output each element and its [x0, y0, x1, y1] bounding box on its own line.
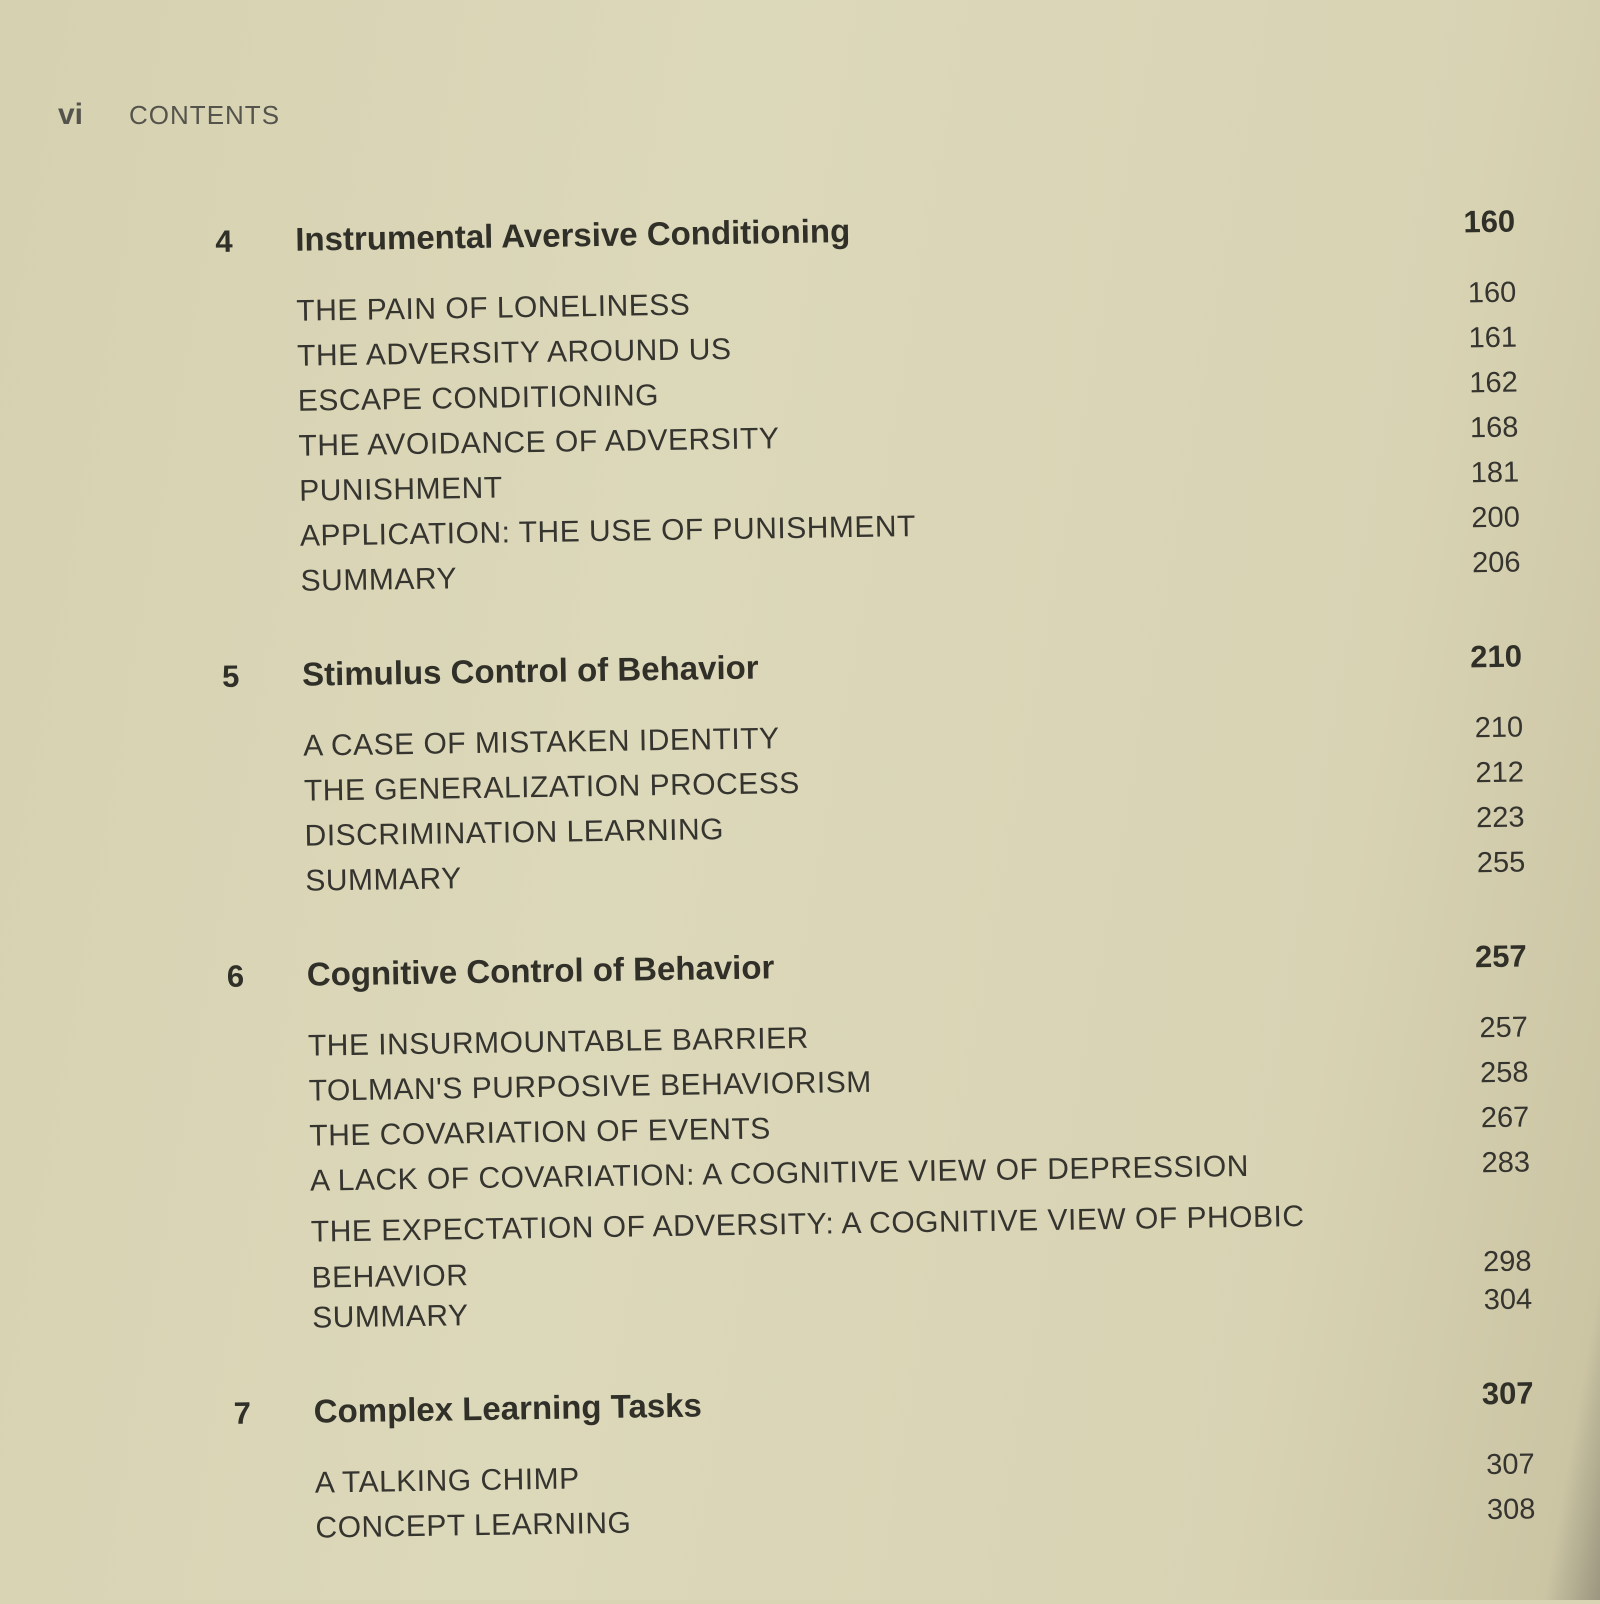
chapter-number: 7: [233, 1395, 252, 1431]
section-list: [235, 1447, 1536, 1557]
entry-title: THE ADVERSITY AROUND US: [296, 332, 732, 373]
chapter-page-number: 307: [1481, 1375, 1534, 1412]
chapter-title: Instrumental Aversive Conditioning: [294, 212, 851, 258]
chapter-title: Cognitive Control of Behavior: [306, 948, 775, 993]
entry-page-number: 255: [1476, 846, 1526, 880]
entry-page-number: 258: [1479, 1056, 1529, 1090]
entry-title: THE AVOIDANCE OF ADVERSITY: [298, 422, 780, 463]
page-folio: vi: [58, 98, 84, 131]
entry-page-number: 168: [1469, 411, 1519, 445]
entry-title: A LACK OF COVARIATION: A COGNITIVE VIEW OF DEPRESSION: [309, 1149, 1250, 1198]
chapter-number: 4: [215, 223, 233, 259]
entry-page-number: 283: [1481, 1146, 1531, 1180]
running-title: CONTENTS: [129, 100, 281, 130]
entry-page-number: 304: [1483, 1283, 1533, 1317]
section-list: [223, 711, 1526, 911]
entry-page-number: 308: [1486, 1493, 1536, 1527]
chapter-number: 5: [221, 658, 240, 694]
chapter-5: [222, 637, 1526, 911]
entry-page-number: 307: [1486, 1448, 1535, 1482]
entry-page-number: 212: [1475, 756, 1525, 790]
entry-title: A CASE OF MISTAKEN IDENTITY: [302, 722, 780, 763]
entry-page-number: 160: [1467, 276, 1517, 310]
chapter-7: [233, 1373, 1535, 1557]
entry-title: SUMMARY: [300, 562, 458, 598]
section-list: [228, 1010, 1533, 1347]
chapter-heading: [215, 202, 1516, 282]
entry-title: PUNISHMENT: [298, 471, 503, 508]
chapter-title: Complex Learning Tasks: [313, 1386, 703, 1430]
entry-title: TOLMAN'S PURPOSIVE BEHAVIORISM: [308, 1065, 872, 1108]
chapter-page-number: 160: [1463, 203, 1516, 240]
entry-page-number: 257: [1479, 1011, 1529, 1045]
entry-page-number: 206: [1471, 546, 1521, 580]
entry-page-number: 161: [1468, 321, 1518, 355]
entry-page-number: 162: [1469, 366, 1518, 400]
chapter-page-number: 210: [1469, 638, 1523, 675]
entry-title: APPLICATION: THE USE OF PUNISHMENT: [299, 510, 917, 553]
entry-page-number: 298: [1482, 1245, 1532, 1279]
chapter-heading: [222, 637, 1523, 717]
entry-title: THE COVARIATION OF EVENTS: [309, 1112, 772, 1153]
chapter-title: Stimulus Control of Behavior: [301, 648, 759, 693]
entry-page-number: 200: [1471, 501, 1521, 535]
entry-title: THE INSURMOUNTABLE BARRIER: [307, 1021, 809, 1063]
entry-title: THE EXPECTATION OF ADVERSITY: A COGNITIVE VIEW OF PHOBIC BEHAVIOR: [310, 1200, 1305, 1295]
entry-title: SUMMARY: [305, 862, 462, 898]
chapter-heading: [233, 1373, 1534, 1453]
chapter-6: [227, 936, 1533, 1347]
section-list: [216, 276, 1521, 611]
running-head: [58, 98, 280, 132]
entry-page-number: 223: [1475, 801, 1525, 835]
table-of-contents: [215, 202, 1537, 1604]
chapter-heading: [227, 936, 1528, 1016]
entry-title: A TALKING CHIMP: [314, 1462, 580, 1500]
chapter-number: 6: [226, 958, 245, 994]
entry-title: THE GENERALIZATION PROCESS: [303, 766, 801, 808]
entry-title: ESCAPE CONDITIONING: [297, 379, 660, 418]
entry-page-number: 267: [1480, 1101, 1530, 1135]
entry-title: CONCEPT LEARNING: [315, 1506, 632, 1545]
entry-title: SUMMARY: [311, 1299, 469, 1335]
entry-title: THE PAIN OF LONELINESS: [296, 288, 691, 328]
entry-title: DISCRIMINATION LEARNING: [304, 813, 725, 853]
entry-page-number: 181: [1470, 456, 1520, 490]
chapter-4: [215, 202, 1521, 611]
chapter-page-number: 257: [1474, 938, 1527, 975]
entry-page-number: 210: [1474, 711, 1524, 745]
